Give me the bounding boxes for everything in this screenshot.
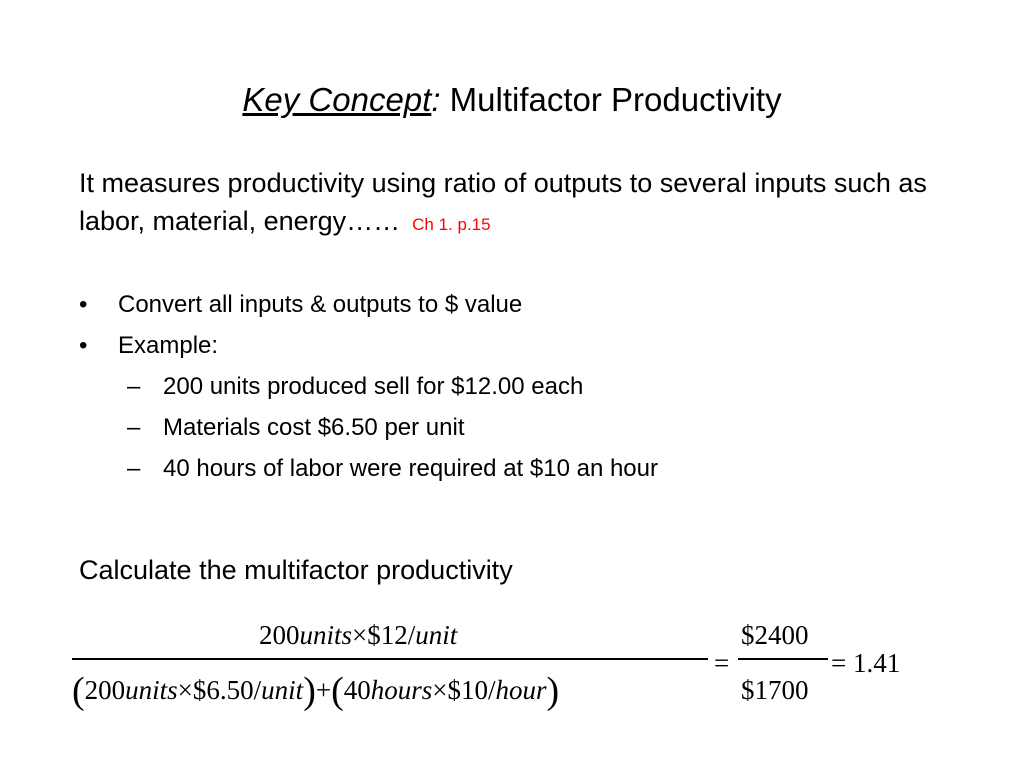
bullet-marker: • xyxy=(79,332,88,359)
den-labor-slash: / xyxy=(487,675,496,705)
productivity-result: 1.41 xyxy=(853,648,901,678)
num-quantity: 200 xyxy=(259,620,300,650)
sub-bullet-text: 40 hours of labor were required at $10 an hour xyxy=(163,455,658,482)
intro-paragraph xyxy=(79,164,979,244)
sub-bullet-item xyxy=(79,407,979,448)
sub-bullet-item xyxy=(79,366,979,407)
den-open-paren: ( xyxy=(331,670,344,712)
sub-bullet-marker: – xyxy=(127,455,141,482)
num-times: × xyxy=(352,620,368,650)
num-price: $12 xyxy=(367,620,408,650)
formula-denominator xyxy=(72,670,560,712)
chapter-reference: Ch 1. p.15 xyxy=(412,215,491,234)
den-materials-slash: / xyxy=(253,675,262,705)
result-denominator: $1700 xyxy=(741,675,809,705)
den-materials-qty: 200 xyxy=(84,675,126,705)
title-topic: Multifactor Productivity xyxy=(440,81,782,118)
result-numerator: $2400 xyxy=(741,620,809,650)
productivity-formula xyxy=(0,610,1024,720)
bullet-item xyxy=(79,325,979,366)
equals-sign: = xyxy=(714,648,730,678)
den-close-paren: ) xyxy=(546,670,560,712)
den-labor-times: × xyxy=(432,675,448,705)
num-per: unit xyxy=(415,620,458,650)
slide-title xyxy=(0,78,1024,122)
sub-bullet-text: 200 units produced sell for $12.00 each xyxy=(163,373,584,400)
title-key-concept: Key Concept xyxy=(242,81,432,118)
intro-text: It measures productivity using ratio of outputs to several inputs such as labor, material, energy…… xyxy=(79,168,927,236)
sub-bullet-marker: – xyxy=(127,373,141,400)
den-materials-price: $6.50 xyxy=(192,675,254,705)
den-labor-unit: hours xyxy=(370,675,433,705)
bullet-text: Convert all inputs & outputs to $ value xyxy=(118,291,523,318)
bullet-marker: • xyxy=(79,291,88,318)
den-labor-per: hour xyxy=(495,675,547,705)
equals-sign: = xyxy=(831,648,847,678)
den-open-paren: ( xyxy=(72,670,85,712)
den-labor-price: $10 xyxy=(447,675,488,705)
sub-bullet-item xyxy=(79,448,979,489)
num-unit: units xyxy=(299,620,353,650)
num-slash: / xyxy=(407,620,416,650)
formula-numerator xyxy=(259,620,457,651)
den-materials-unit: units xyxy=(125,675,178,705)
bullet-list xyxy=(79,284,979,489)
den-close-paren: ) xyxy=(303,670,316,712)
den-materials-times: × xyxy=(177,675,193,705)
sub-bullet-marker: – xyxy=(127,414,141,441)
den-materials-per: unit xyxy=(261,675,304,705)
bullet-item xyxy=(79,284,979,325)
den-plus: + xyxy=(315,675,332,705)
title-colon: : xyxy=(431,81,441,118)
calculate-prompt: Calculate the multifactor productivity xyxy=(79,555,513,585)
bullet-text: Example: xyxy=(118,332,219,359)
den-labor-qty: 40 xyxy=(343,675,371,705)
sub-bullet-text: Materials cost $6.50 per unit xyxy=(163,414,465,441)
